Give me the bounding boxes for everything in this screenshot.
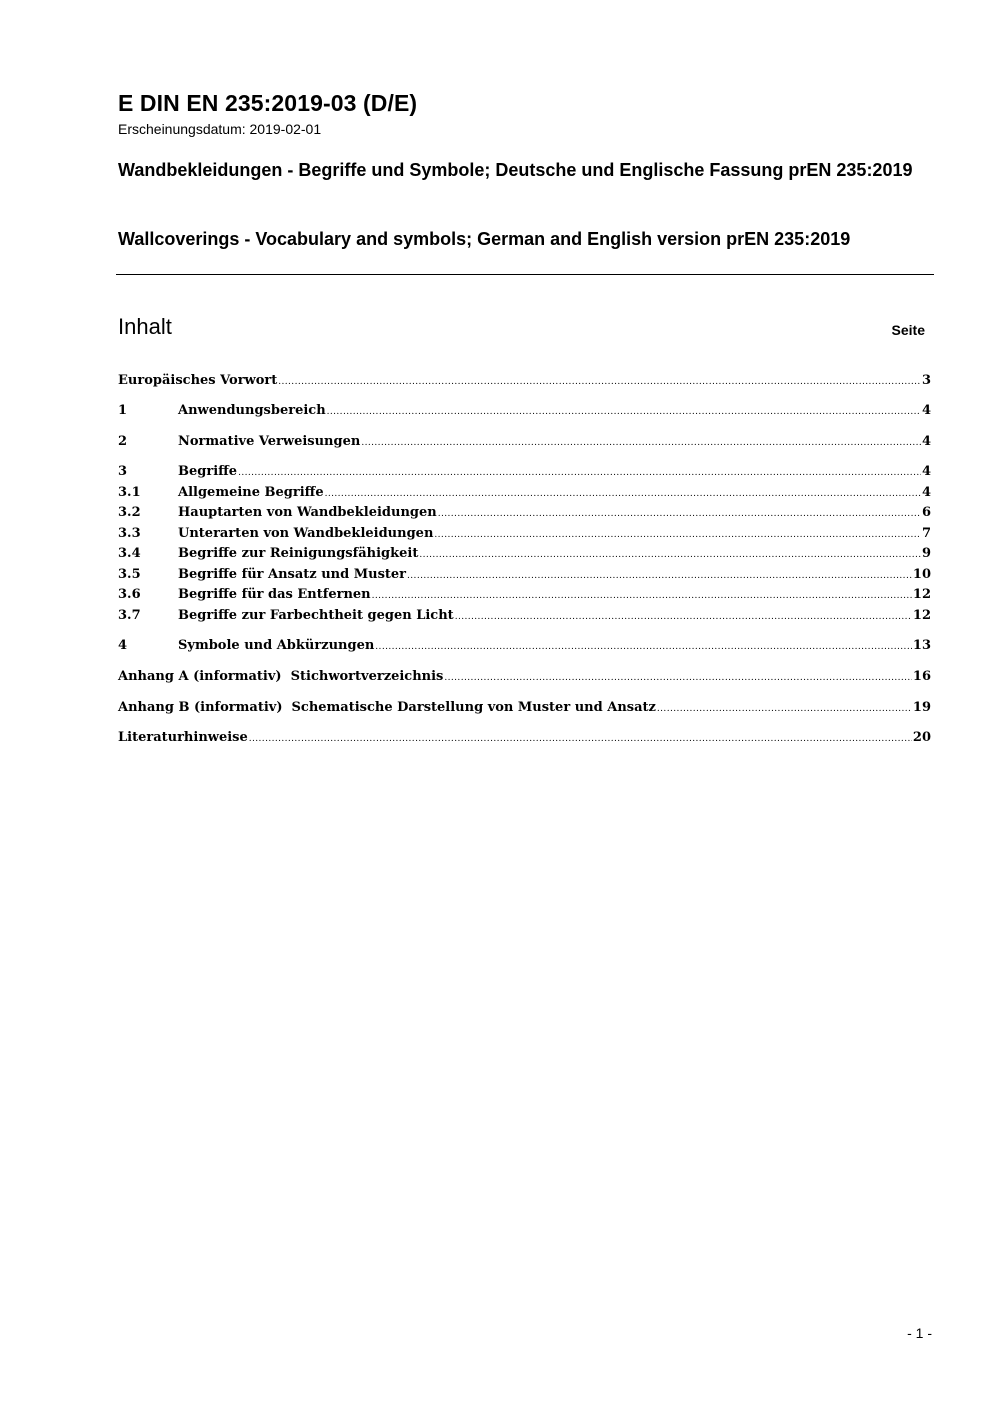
toc-leader-dots [325,484,921,504]
toc-entry-label: Symbole und Abkürzungen [178,638,375,653]
title-german: Wandbekleidungen - Begriffe und Symbole; Deutsche und Englische Fassung prEN 235:2019 [118,160,913,180]
toc-entry-number: 3 [118,464,128,479]
toc-leader-dots [444,668,912,688]
toc-leader-dots [361,433,921,453]
toc-entry-page: 9 [921,546,931,561]
toc-entry-3-5[interactable] [118,565,931,585]
title-english: Wallcoverings - Vocabulary and symbols; German and English version prEN 235:2019 [118,229,851,249]
toc-entry-page: 12 [912,608,931,623]
toc-entry-page: 4 [921,485,931,500]
toc-entry-label: Hauptarten von Wandbekleidungen [178,505,437,520]
toc-entry-label: Anwendungsbereich [178,403,326,418]
toc-entry-page: 4 [921,434,931,449]
toc-entry-label: Begriffe für das Entfernen [178,587,371,602]
publication-date: Erscheinungsdatum: 2019-02-01 [118,121,322,137]
toc-leader-dots [278,372,921,392]
toc-entry-2[interactable] [118,432,931,452]
toc-entry-3-2[interactable] [118,503,931,523]
toc-entry-page: 13 [912,638,931,653]
toc-entry-number: 3.6 [118,587,141,602]
toc-entry-3[interactable] [118,462,931,482]
toc-entry-number: 3.4 [118,546,141,561]
toc-entry-label: Begriffe [178,464,238,479]
toc-entry-page: 6 [921,505,931,520]
toc-entry-page: 7 [921,526,931,541]
toc-page-column-label: Seite [891,322,925,338]
toc-leader-dots [249,729,912,749]
toc-leader-dots [657,699,912,719]
toc-entry-page: 4 [921,464,931,479]
toc-leader-dots [434,525,921,545]
toc-entry-label: Begriffe für Ansatz und Muster [178,567,407,582]
toc-heading: Inhalt [118,314,172,339]
toc-entry-3-3[interactable] [118,524,931,544]
toc-entry-page: 4 [921,403,931,418]
toc-entry-number: 4 [118,638,128,653]
toc-entry-annex-a[interactable] [118,667,931,687]
toc-entry-page: 12 [912,587,931,602]
toc-entry-label: Europäisches Vorwort [118,373,278,388]
toc-leader-dots [438,504,921,524]
toc-entry-label: Normative Verweisungen [178,434,361,449]
toc-entry-page: 19 [912,700,931,715]
toc-entry-bibliography[interactable] [118,728,931,748]
toc-entry-page: 3 [921,373,931,388]
toc-leader-dots [455,607,912,627]
toc-entry-page: 20 [912,730,931,745]
toc-entry-page: 10 [912,567,931,582]
toc-entry-number: 1 [118,403,128,418]
toc-entry-3-1[interactable] [118,483,931,503]
page-number: - 1 - [907,1325,932,1341]
toc-entry-label: Anhang B (informativ) Schematische Darstellung von Muster und Ansatz [118,700,656,715]
toc-leader-dots [375,637,912,657]
toc-leader-dots [407,566,912,586]
toc-entry-number: 3.1 [118,485,141,500]
toc-entry-page: 16 [912,669,931,684]
toc-entry-label: Begriffe zur Farbechtheit gegen Licht [178,608,454,623]
toc-entry-label: Begriffe zur Reinigungsfähigkeit [178,546,419,561]
toc-entry-foreword[interactable] [118,371,931,391]
toc-entry-number: 3.3 [118,526,141,541]
toc-leader-dots [238,463,921,483]
toc-entry-3-7[interactable] [118,606,931,626]
toc-leader-dots [327,402,921,422]
document-id: E DIN EN 235:2019-03 (D/E) [118,90,418,116]
toc-entry-number: 3.5 [118,567,141,582]
toc-entry-number: 2 [118,434,128,449]
header-divider [116,274,934,275]
toc-entry-annex-b[interactable] [118,698,931,718]
toc-entry-number: 3.2 [118,505,141,520]
toc-leader-dots [372,586,912,606]
toc-entry-number: 3.7 [118,608,141,623]
toc-entry-label: Literaturhinweise [118,730,248,745]
toc-entry-3-6[interactable] [118,585,931,605]
toc-entry-3-4[interactable] [118,544,931,564]
toc-entry-label: Allgemeine Begriffe [178,485,324,500]
toc-entry-4[interactable] [118,636,931,656]
toc-entry-label: Unterarten von Wandbekleidungen [178,526,434,541]
toc-entry-label: Anhang A (informativ) Stichwortverzeichnis [118,669,444,684]
toc-entry-1[interactable] [118,401,931,421]
toc-leader-dots [419,545,921,565]
